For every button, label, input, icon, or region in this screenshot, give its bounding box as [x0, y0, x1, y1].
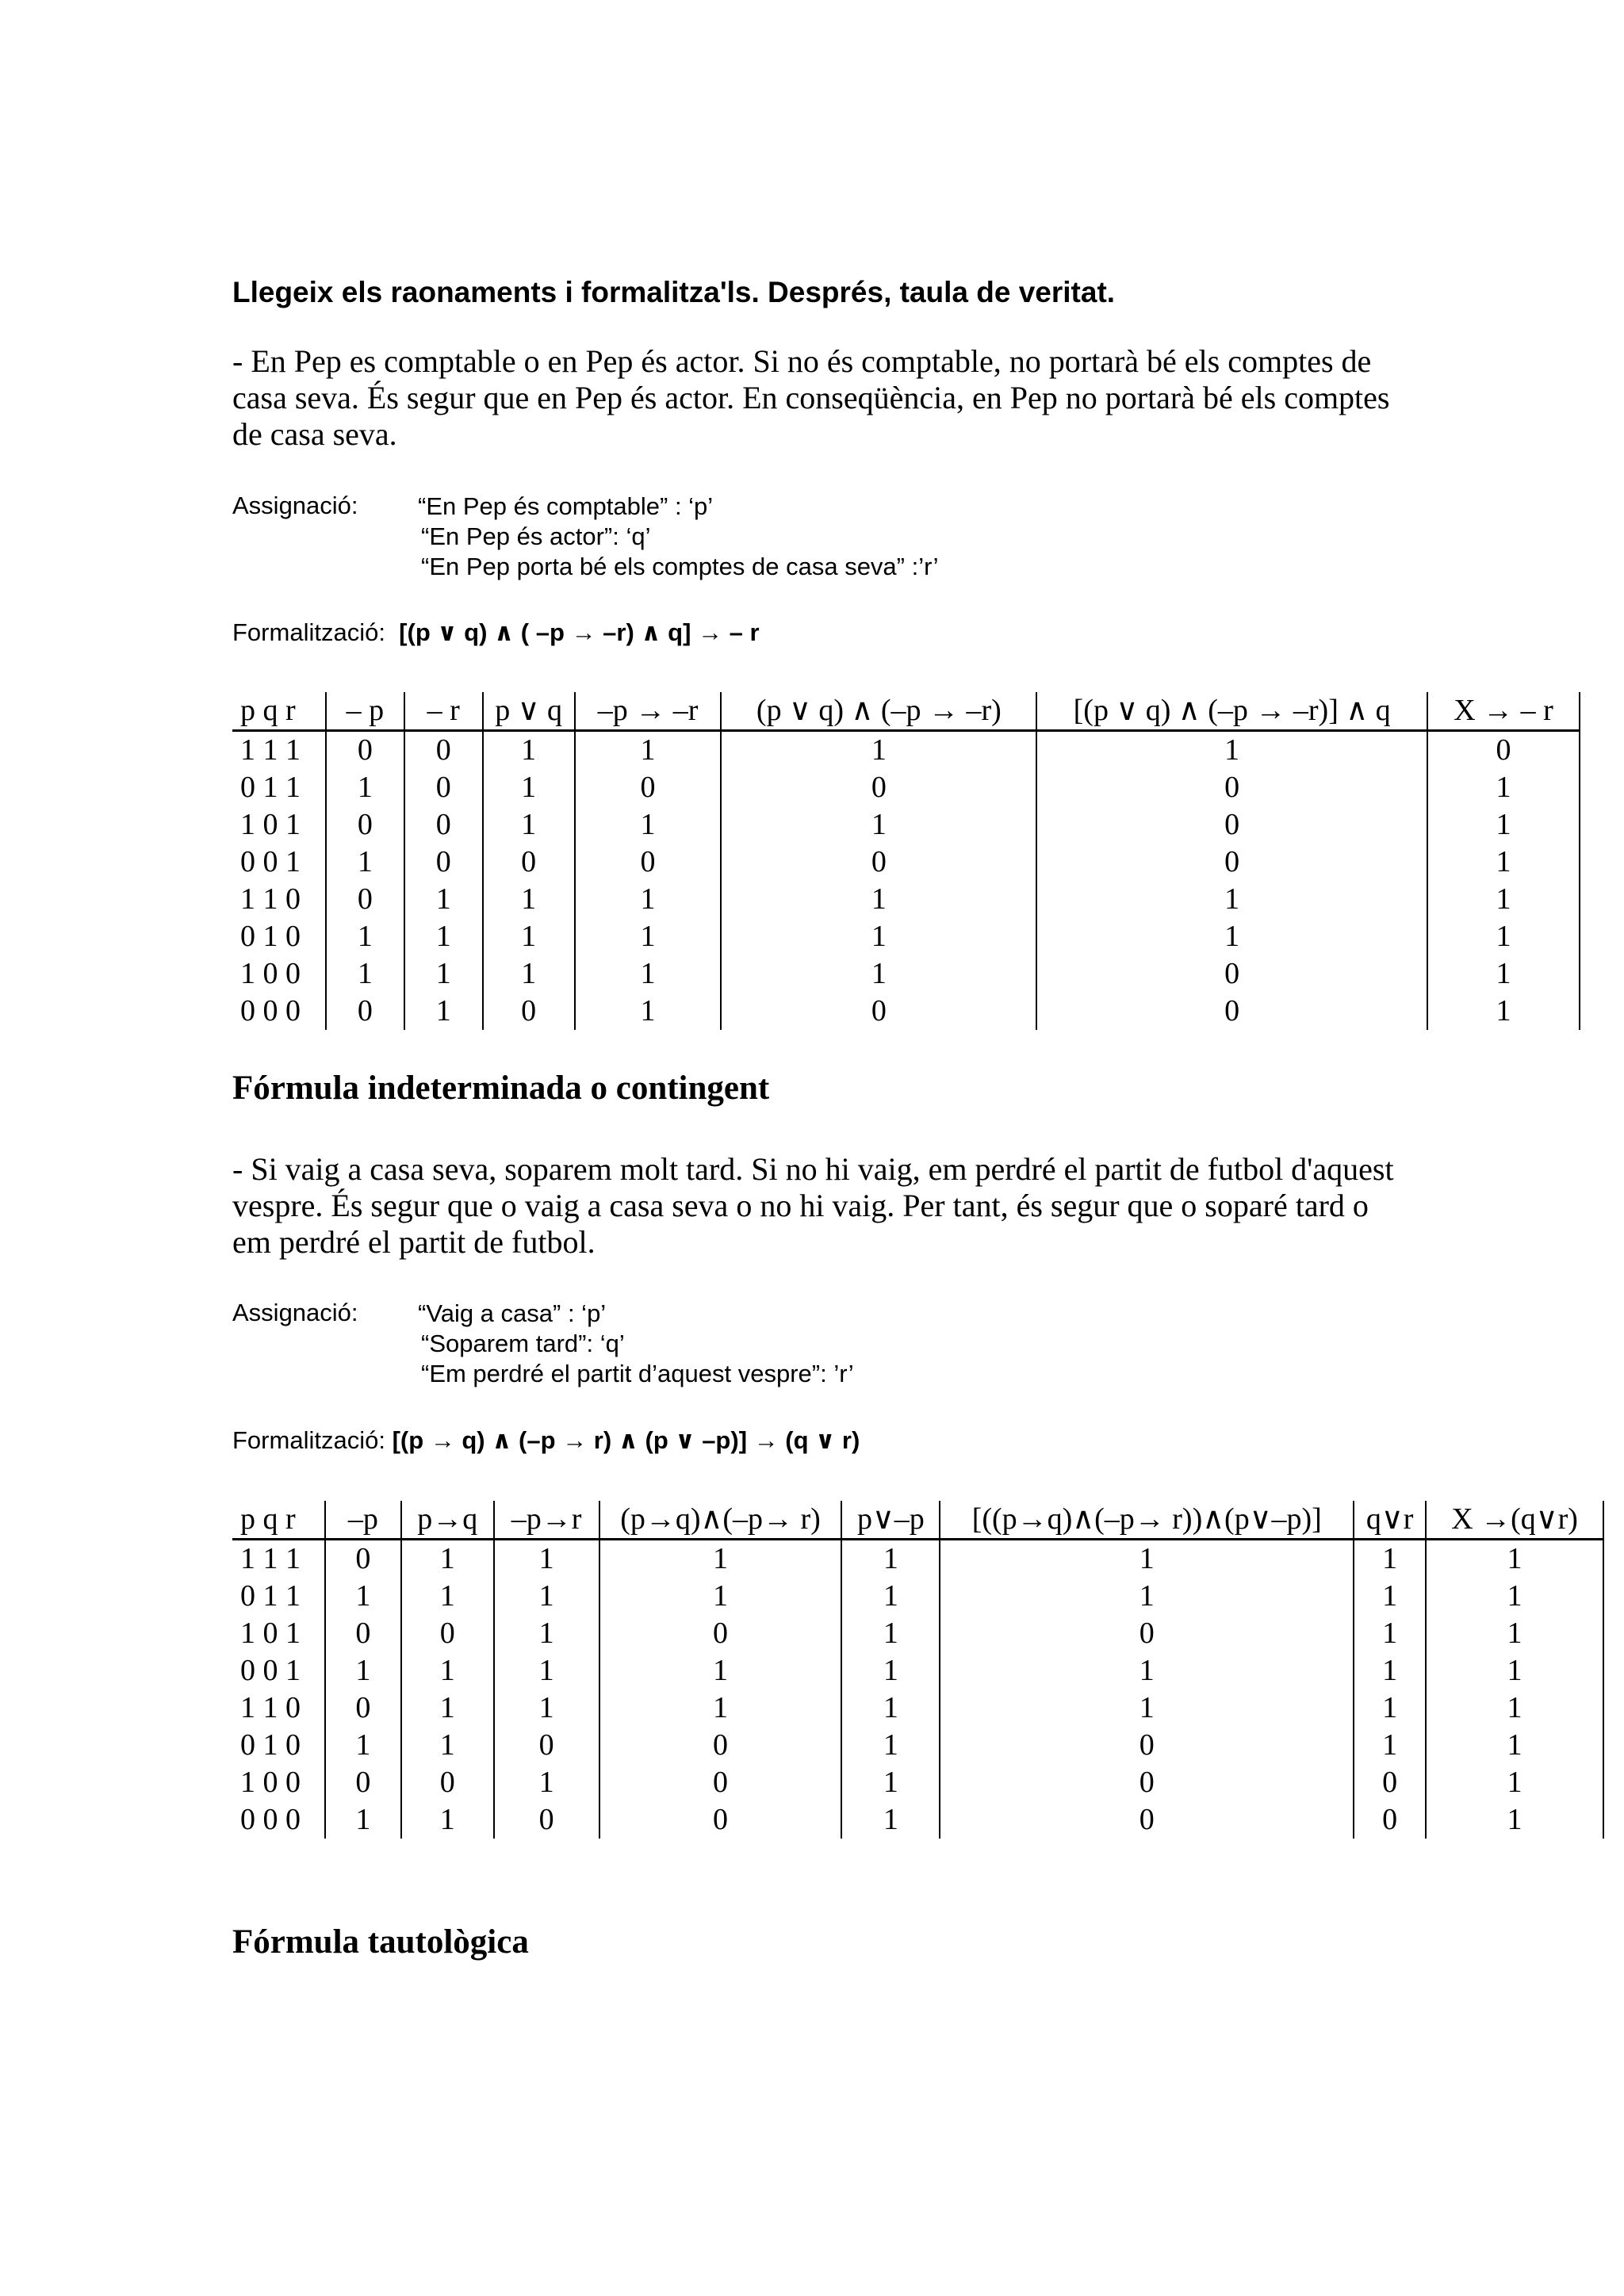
table-cell: 1 — [841, 1764, 940, 1801]
column-header: X → – r — [1427, 692, 1580, 731]
table-cell: 0 — [721, 993, 1036, 1030]
table-cell: 1 — [326, 844, 404, 881]
table-cell: 0 — [721, 844, 1036, 881]
table-cell: 0 — [1427, 731, 1580, 770]
assignment-line-r: “Em perdré el partit d’aquest vespre”: ’r’ — [421, 1360, 854, 1387]
table-cell: 1 — [325, 1727, 401, 1764]
table-row — [232, 844, 1580, 881]
column-header: p ∨ q — [483, 692, 575, 731]
table-cell: 0 — [599, 1615, 842, 1652]
table-cell: 1 — [483, 955, 575, 993]
column-header: p→q — [401, 1501, 494, 1540]
table-cell: 1 — [404, 955, 483, 993]
truth-table-1 — [232, 692, 1580, 1030]
column-header: p q r — [232, 1501, 325, 1540]
table-row — [232, 1801, 1603, 1839]
table-cell: 1 — [1036, 881, 1427, 918]
table-cell: 1 — [1354, 1652, 1426, 1689]
assignment-line-q: “En Pep és actor”: ‘q’ — [421, 522, 651, 550]
assignment-line-p: “En Pep és comptable” : ‘p’ — [418, 492, 714, 520]
table-cell: 1 — [1426, 1764, 1603, 1801]
table-cell: 1 — [841, 1652, 940, 1689]
table-cell: 0 — [940, 1764, 1354, 1801]
exercise-1-assignment-label: Assignació: — [232, 492, 358, 519]
formalization-label: Formalització: — [232, 1426, 385, 1454]
table-cell: 0 — [940, 1727, 1354, 1764]
table-cell: 0 — [483, 844, 575, 881]
table-cell: 0 — [404, 844, 483, 881]
table-cell: 0 — [575, 769, 722, 806]
table-cell: 0 — [404, 731, 483, 770]
table-cell: 1 0 1 — [240, 1617, 301, 1650]
table-cell: 1 — [1036, 731, 1427, 770]
table-row — [232, 918, 1580, 955]
table-cell: 1 — [483, 918, 575, 955]
table-cell: 1 — [599, 1689, 842, 1727]
table-cell: 1 1 1 — [240, 1542, 301, 1575]
table-row — [232, 1764, 1603, 1801]
table-cell: 1 — [1426, 1578, 1603, 1615]
table-cell: 1 — [1427, 955, 1580, 993]
column-header: – r — [404, 692, 483, 731]
table-cell: 1 — [841, 1578, 940, 1615]
table-cell: 1 — [721, 881, 1036, 918]
table-cell: 1 — [1354, 1578, 1426, 1615]
table-cell: 1 — [599, 1540, 842, 1578]
table-cell: 0 — [599, 1801, 842, 1839]
table-cell: 1 1 0 — [240, 882, 301, 916]
column-header: q∨r — [1354, 1501, 1426, 1540]
table-cell: 0 — [1036, 955, 1427, 993]
table-cell: 0 — [940, 1615, 1354, 1652]
column-header: (p→q)∧(–p→ r) — [599, 1501, 842, 1540]
table-cell: 1 — [326, 918, 404, 955]
table-cell: 0 — [326, 806, 404, 844]
formalization-formula: [(p ∨ q) ∧ ( –p → –r) ∧ q] → – r — [399, 618, 760, 646]
table-cell: 1 — [1426, 1652, 1603, 1689]
table-cell: 1 1 0 — [240, 1691, 301, 1724]
table-cell: 1 — [1427, 993, 1580, 1030]
table-row — [232, 806, 1580, 844]
table-cell: 1 — [1427, 806, 1580, 844]
table-cell: 1 — [326, 955, 404, 993]
table-cell: 0 — [326, 993, 404, 1030]
exercise-1-text: - En Pep es comptable o en Pep és actor. Si no és comptable, no portarà bé els comptes de casa seva. És segur que en Pep és actor. En conseqüència, en Pep no portarà bé els comptes de casa seva. — [232, 343, 1390, 452]
table-cell: 1 0 1 — [240, 808, 301, 841]
table-cell: 1 — [575, 955, 722, 993]
table-cell: 1 — [1426, 1689, 1603, 1727]
table-cell: 0 — [325, 1540, 401, 1578]
table-cell: 0 1 1 — [240, 1579, 301, 1613]
table-cell: 1 — [401, 1578, 494, 1615]
verdict-1: Fórmula indeterminada o contingent — [232, 1070, 770, 1107]
page-title: Llegeix els raonaments i formalitza'ls. Després, taula de veritat. — [232, 276, 1116, 308]
table-cell: 0 — [325, 1615, 401, 1652]
table-cell: 1 — [1354, 1689, 1426, 1727]
table-cell: 1 — [940, 1540, 1354, 1578]
table-cell: 0 — [401, 1764, 494, 1801]
table-cell: 1 — [1036, 918, 1427, 955]
exercise-2-formalization — [232, 1426, 860, 1455]
table-cell: 1 — [404, 993, 483, 1030]
table-cell: 1 — [1427, 918, 1580, 955]
table-cell: 1 — [401, 1727, 494, 1764]
table-cell: 1 — [401, 1689, 494, 1727]
table-row — [232, 1727, 1603, 1764]
column-header: X →(q∨r) — [1426, 1501, 1603, 1540]
table-cell: 0 0 1 — [240, 845, 301, 878]
table-cell: 1 — [494, 1689, 599, 1727]
table-cell: 1 — [483, 731, 575, 770]
column-header: p∨–p — [841, 1501, 940, 1540]
table-row — [232, 993, 1580, 1030]
table-cell: 1 — [841, 1615, 940, 1652]
table-cell: 1 — [494, 1652, 599, 1689]
table-row — [232, 1540, 1603, 1578]
table-cell: 1 — [841, 1727, 940, 1764]
table-cell: 1 — [1426, 1615, 1603, 1652]
exercise-2-assignment-label: Assignació: — [232, 1299, 358, 1326]
table-cell: 1 — [494, 1578, 599, 1615]
table-cell: 1 — [940, 1652, 1354, 1689]
table-cell: 1 0 0 — [240, 957, 301, 990]
assignment-line-r: “En Pep porta bé els comptes de casa seva” :’r’ — [421, 553, 939, 580]
table-row — [232, 1578, 1603, 1615]
table-cell: 1 — [401, 1652, 494, 1689]
assignment-line-p: “Vaig a casa” : ‘p’ — [418, 1299, 607, 1327]
table-cell: 1 — [325, 1578, 401, 1615]
table-row — [232, 1615, 1603, 1652]
table-cell: 1 — [404, 881, 483, 918]
table-cell: 1 — [721, 806, 1036, 844]
exercise-1-assignment — [418, 492, 938, 582]
table-cell: 1 — [721, 955, 1036, 993]
table-cell: 1 — [325, 1652, 401, 1689]
table-cell: 0 — [1036, 806, 1427, 844]
table-cell: 0 1 0 — [240, 920, 301, 953]
table-row — [232, 1652, 1603, 1689]
table-cell: 0 — [401, 1615, 494, 1652]
table-cell: 1 — [326, 769, 404, 806]
table-cell: 1 — [1427, 769, 1580, 806]
table-cell: 0 — [494, 1801, 599, 1839]
table-cell: 0 — [404, 806, 483, 844]
truth-table-2 — [232, 1501, 1604, 1839]
table-cell: 1 — [1427, 881, 1580, 918]
table-cell: 1 — [494, 1615, 599, 1652]
table-cell: 0 0 0 — [240, 994, 301, 1027]
table-cell: 1 — [494, 1540, 599, 1578]
table-cell: 0 — [721, 769, 1036, 806]
table-cell: 0 — [1354, 1801, 1426, 1839]
table-cell: 0 — [483, 993, 575, 1030]
table-cell: 1 — [575, 731, 722, 770]
table-cell: 0 1 0 — [240, 1728, 301, 1762]
table-cell: 1 — [841, 1689, 940, 1727]
exercise-1-formalization — [232, 618, 760, 647]
table-row — [232, 731, 1580, 770]
table-cell: 1 — [1427, 844, 1580, 881]
table-cell: 1 — [494, 1764, 599, 1801]
table-cell: 1 — [483, 769, 575, 806]
formalization-formula: [(p → q) ∧ (–p → r) ∧ (p ∨ –p)] → (q ∨ r) — [392, 1426, 860, 1454]
table-cell: 1 — [483, 806, 575, 844]
table-cell: 0 — [940, 1801, 1354, 1839]
table-cell: 0 — [494, 1727, 599, 1764]
assignment-line-q: “Soparem tard”: ‘q’ — [421, 1330, 625, 1357]
table-cell: 0 — [325, 1764, 401, 1801]
table-cell: 0 — [1354, 1764, 1426, 1801]
table-cell: 0 — [404, 769, 483, 806]
table-cell: 0 — [599, 1727, 842, 1764]
table-cell: 1 — [940, 1578, 1354, 1615]
table-cell: 1 — [325, 1801, 401, 1839]
table-cell: 1 — [721, 918, 1036, 955]
table-header-row — [232, 1501, 1603, 1540]
table-cell: 0 — [1036, 844, 1427, 881]
table-cell: 1 — [1354, 1615, 1426, 1652]
table-header-row — [232, 692, 1580, 731]
table-cell: 1 — [401, 1540, 494, 1578]
table-cell: 0 0 0 — [240, 1803, 301, 1836]
table-cell: 1 — [1426, 1540, 1603, 1578]
table-cell: 0 — [326, 731, 404, 770]
table-cell: 1 — [575, 881, 722, 918]
table-cell: 1 — [404, 918, 483, 955]
table-cell: 0 0 1 — [240, 1654, 301, 1687]
table-cell: 1 — [483, 881, 575, 918]
verdict-2: Fórmula tautològica — [232, 1923, 529, 1961]
column-header: [(p ∨ q) ∧ (–p → –r)] ∧ q — [1036, 692, 1427, 731]
table-cell: 0 — [1036, 993, 1427, 1030]
table-row — [232, 1689, 1603, 1727]
table-cell: 1 — [841, 1540, 940, 1578]
table-cell: 0 — [599, 1764, 842, 1801]
table-cell: 1 — [1354, 1540, 1426, 1578]
table-cell: 1 — [575, 918, 722, 955]
formalization-label: Formalització: — [232, 618, 385, 646]
table-cell: 1 — [1426, 1801, 1603, 1839]
column-header: –p — [325, 1501, 401, 1540]
table-cell: 1 — [1426, 1727, 1603, 1764]
table-row — [232, 769, 1580, 806]
table-cell: 1 — [599, 1578, 842, 1615]
table-cell: 1 — [401, 1801, 494, 1839]
table-cell: 0 — [575, 844, 722, 881]
column-header: [((p→q)∧(–p→ r))∧(p∨–p)] — [940, 1501, 1354, 1540]
table-cell: 1 — [599, 1652, 842, 1689]
column-header: –p → –r — [575, 692, 722, 731]
exercise-2-text: - Si vaig a casa seva, soparem molt tard. Si no hi vaig, em perdré el partit de futbol d'aquest vespre. És segur que o vaig a casa seva o no hi vaig. Per tant, és segur que o soparé tard o em perdré el partit de futbol. — [232, 1151, 1394, 1260]
truth-table-1-body — [232, 731, 1580, 1031]
column-header: –p→r — [494, 1501, 599, 1540]
table-cell: 1 — [1354, 1727, 1426, 1764]
table-cell: 0 — [1036, 769, 1427, 806]
table-cell: 1 1 1 — [240, 733, 301, 767]
column-header: p q r — [232, 692, 326, 731]
table-cell: 1 — [721, 731, 1036, 770]
table-cell: 1 0 0 — [240, 1766, 301, 1799]
table-cell: 1 — [575, 806, 722, 844]
column-header: (p ∨ q) ∧ (–p → –r) — [721, 692, 1036, 731]
table-cell: 1 — [841, 1801, 940, 1839]
column-header: – p — [326, 692, 404, 731]
exercise-2-assignment — [418, 1299, 854, 1389]
table-cell: 0 1 1 — [240, 771, 301, 804]
table-row — [232, 955, 1580, 993]
table-cell: 1 — [575, 993, 722, 1030]
table-cell: 1 — [940, 1689, 1354, 1727]
table-cell: 0 — [325, 1689, 401, 1727]
table-cell: 0 — [326, 881, 404, 918]
table-row — [232, 881, 1580, 918]
truth-table-2-body — [232, 1540, 1603, 1839]
